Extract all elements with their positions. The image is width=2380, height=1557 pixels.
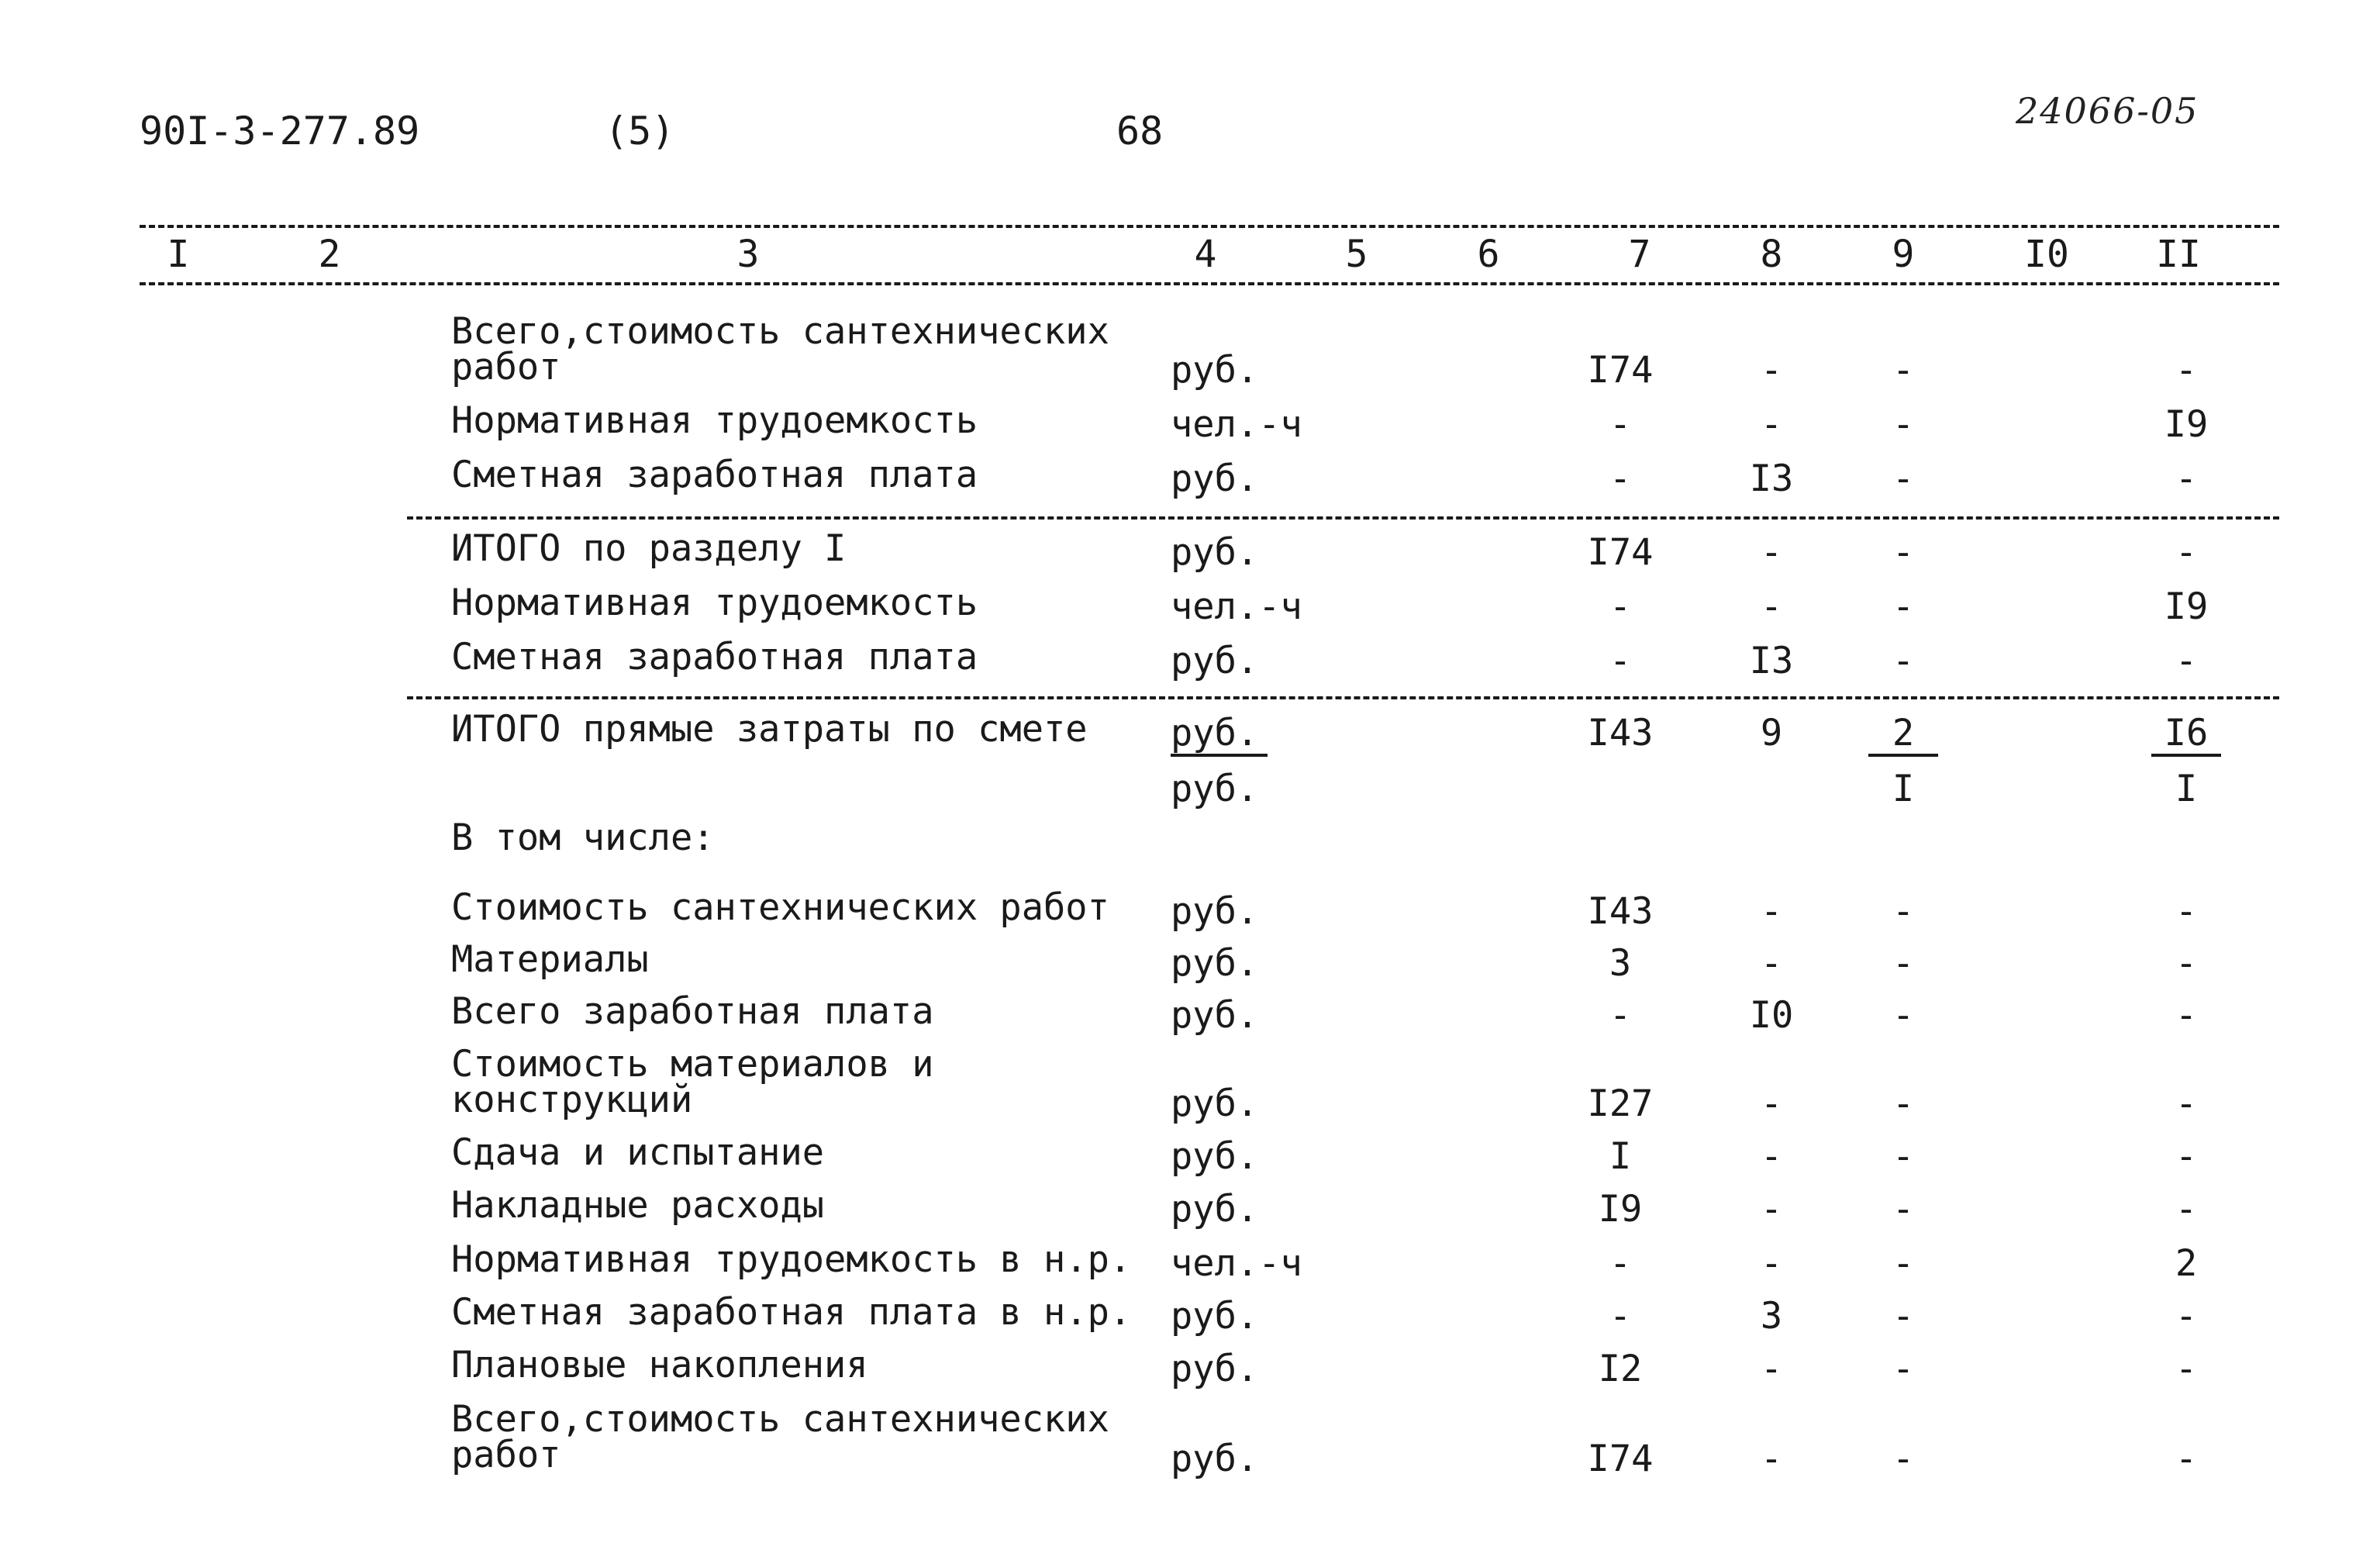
- row-value-col8: -: [1760, 403, 1783, 446]
- row-description: Всего,стоимость сантехнических работ: [451, 1398, 1109, 1476]
- row-value-col8: -: [1760, 1438, 1783, 1480]
- row-unit: руб.: [1171, 1082, 1259, 1125]
- row-value-col7: -: [1609, 994, 1632, 1037]
- row-unit: чел.-ч: [1171, 1242, 1302, 1285]
- row-value-col9: -: [1892, 1082, 1915, 1125]
- row-value-col9-secondary: I: [1892, 768, 1915, 810]
- unit-underline: [1171, 754, 1268, 757]
- row-description: Нормативная трудоемкость в н.р.: [451, 1238, 1132, 1281]
- row-value-col7: I74: [1587, 1438, 1654, 1480]
- row-value-col11: I9: [2164, 403, 2209, 446]
- row-unit: руб.: [1171, 890, 1259, 933]
- section-separator: [407, 696, 2279, 699]
- row-value-col9: -: [1892, 585, 1915, 628]
- row-value-col8: 3: [1760, 1295, 1783, 1338]
- row-unit: чел.-ч: [1171, 585, 1302, 628]
- column-number-2: 2: [318, 233, 341, 276]
- row-value-col11: -: [2175, 457, 2198, 500]
- column-number-9: 9: [1892, 233, 1915, 276]
- row-unit: руб.: [1171, 1188, 1259, 1231]
- row-value-col8: -: [1760, 1082, 1783, 1125]
- column-number-7: 7: [1628, 233, 1651, 276]
- row-description: ИТОГО прямые затраты по смете: [451, 708, 1088, 751]
- row-value-col8: I0: [1749, 994, 1794, 1037]
- row-value-col11: -: [2175, 1295, 2198, 1338]
- row-value-col11: -: [2175, 890, 2198, 933]
- row-description: Сдача и испытание: [451, 1131, 825, 1174]
- row-unit: руб.: [1171, 1348, 1259, 1390]
- row-value-col8: -: [1760, 1242, 1783, 1285]
- row-value-col11: -: [2175, 1135, 2198, 1178]
- row-value-col7: I2: [1598, 1348, 1643, 1390]
- row-value-col9: -: [1892, 1135, 1915, 1178]
- column-number-3: 3: [736, 233, 760, 276]
- row-value-col9: 2: [1892, 712, 1915, 754]
- row-unit: руб.: [1171, 1135, 1259, 1178]
- row-value-col8: -: [1760, 585, 1783, 628]
- row-value-col7: I9: [1598, 1188, 1643, 1231]
- row-value-col11: I6: [2164, 712, 2209, 754]
- row-description: ИТОГО по разделу I: [451, 527, 847, 570]
- row-value-col7: I43: [1587, 890, 1654, 933]
- row-value-col11: -: [2175, 349, 2198, 392]
- column-number-10: I0: [2024, 233, 2069, 276]
- table-header-rule: [140, 282, 2279, 285]
- row-value-col9: -: [1892, 890, 1915, 933]
- row-value-col9: -: [1892, 403, 1915, 446]
- row-value-col8: -: [1760, 1135, 1783, 1178]
- row-value-col9: -: [1892, 994, 1915, 1037]
- row-value-col9: -: [1892, 531, 1915, 574]
- row-description: Стоимость материалов и конструкций: [451, 1043, 934, 1121]
- row-value-col11-secondary: I: [2175, 768, 2198, 810]
- fraction-bar-col11: [2151, 754, 2221, 757]
- row-value-col8: I3: [1749, 640, 1794, 682]
- row-value-col9: -: [1892, 1242, 1915, 1285]
- section-number: (5): [605, 109, 675, 154]
- row-value-col9: -: [1892, 457, 1915, 500]
- row-value-col9: -: [1892, 349, 1915, 392]
- section-separator: [407, 516, 2279, 520]
- row-value-col11: -: [2175, 942, 2198, 985]
- column-number-4: 4: [1194, 233, 1217, 276]
- row-value-col7: I43: [1587, 712, 1654, 754]
- row-value-col7: 3: [1609, 942, 1632, 985]
- column-number-11: II: [2156, 233, 2201, 276]
- row-value-col7: -: [1609, 403, 1632, 446]
- row-description: Сметная заработная плата: [451, 636, 978, 678]
- row-unit: чел.-ч: [1171, 403, 1302, 446]
- row-value-col8: I3: [1749, 457, 1794, 500]
- row-description: Накладные расходы: [451, 1184, 825, 1227]
- row-unit: руб.: [1171, 1438, 1259, 1480]
- row-value-col7: I74: [1587, 349, 1654, 392]
- row-value-col8: -: [1760, 1188, 1783, 1231]
- column-number-1: I: [167, 233, 190, 276]
- row-description: Сметная заработная плата: [451, 454, 978, 496]
- column-number-8: 8: [1760, 233, 1783, 276]
- row-unit: руб.: [1171, 349, 1259, 392]
- row-value-col8: -: [1760, 1348, 1783, 1390]
- handwritten-code: 24066-05: [2016, 90, 2199, 132]
- subheading-including: В том числе:: [451, 816, 715, 859]
- row-value-col11: -: [2175, 1438, 2198, 1480]
- row-description: Нормативная трудоемкость: [451, 399, 978, 442]
- row-value-col11: -: [2175, 531, 2198, 574]
- row-value-col7: I74: [1587, 531, 1654, 574]
- row-value-col11: -: [2175, 1188, 2198, 1231]
- row-unit: руб.: [1171, 942, 1259, 985]
- row-description: Сметная заработная плата в н.р.: [451, 1291, 1132, 1334]
- column-number-6: 6: [1477, 233, 1500, 276]
- row-unit: руб.: [1171, 1295, 1259, 1338]
- row-value-col9: -: [1892, 1188, 1915, 1231]
- document-code: 90I-3-277.89: [140, 109, 420, 154]
- table-top-rule: [140, 225, 2279, 228]
- row-value-col11: -: [2175, 1082, 2198, 1125]
- fraction-bar-col9: [1868, 754, 1938, 757]
- row-description: Стоимость сантехнических работ: [451, 886, 1109, 929]
- row-value-col8: -: [1760, 349, 1783, 392]
- row-description: Нормативная трудоемкость: [451, 582, 978, 624]
- column-number-5: 5: [1345, 233, 1368, 276]
- row-value-col11: I9: [2164, 585, 2209, 628]
- row-value-col9: -: [1892, 640, 1915, 682]
- row-value-col11: -: [2175, 1348, 2198, 1390]
- row-value-col8: -: [1760, 531, 1783, 574]
- row-value-col11: -: [2175, 994, 2198, 1037]
- row-value-col7: I: [1609, 1135, 1632, 1178]
- page-number: 68: [1116, 109, 1164, 154]
- row-description: Всего,стоимость сантехнических работ: [451, 310, 1109, 388]
- row-unit: руб.: [1171, 457, 1259, 500]
- row-description: Материалы: [451, 938, 649, 981]
- row-value-col7: -: [1609, 1242, 1632, 1285]
- row-description: Плановые накопления: [451, 1344, 868, 1386]
- row-value-col11: -: [2175, 640, 2198, 682]
- row-value-col8: -: [1760, 890, 1783, 933]
- row-unit-secondary: руб.: [1171, 768, 1259, 810]
- row-value-col9: -: [1892, 1295, 1915, 1338]
- row-description: Всего заработная плата: [451, 990, 934, 1033]
- row-unit: руб.: [1171, 531, 1259, 574]
- row-value-col7: -: [1609, 1295, 1632, 1338]
- row-unit: руб.: [1171, 994, 1259, 1037]
- row-value-col7: -: [1609, 457, 1632, 500]
- row-value-col9: -: [1892, 942, 1915, 985]
- row-value-col8: 9: [1760, 712, 1783, 754]
- row-value-col7: -: [1609, 640, 1632, 682]
- row-value-col7: I27: [1587, 1082, 1654, 1125]
- row-value-col9: -: [1892, 1438, 1915, 1480]
- row-value-col9: -: [1892, 1348, 1915, 1390]
- row-value-col8: -: [1760, 942, 1783, 985]
- row-unit: руб.: [1171, 712, 1259, 754]
- row-unit: руб.: [1171, 640, 1259, 682]
- row-value-col7: -: [1609, 585, 1632, 628]
- row-value-col11: 2: [2175, 1242, 2198, 1285]
